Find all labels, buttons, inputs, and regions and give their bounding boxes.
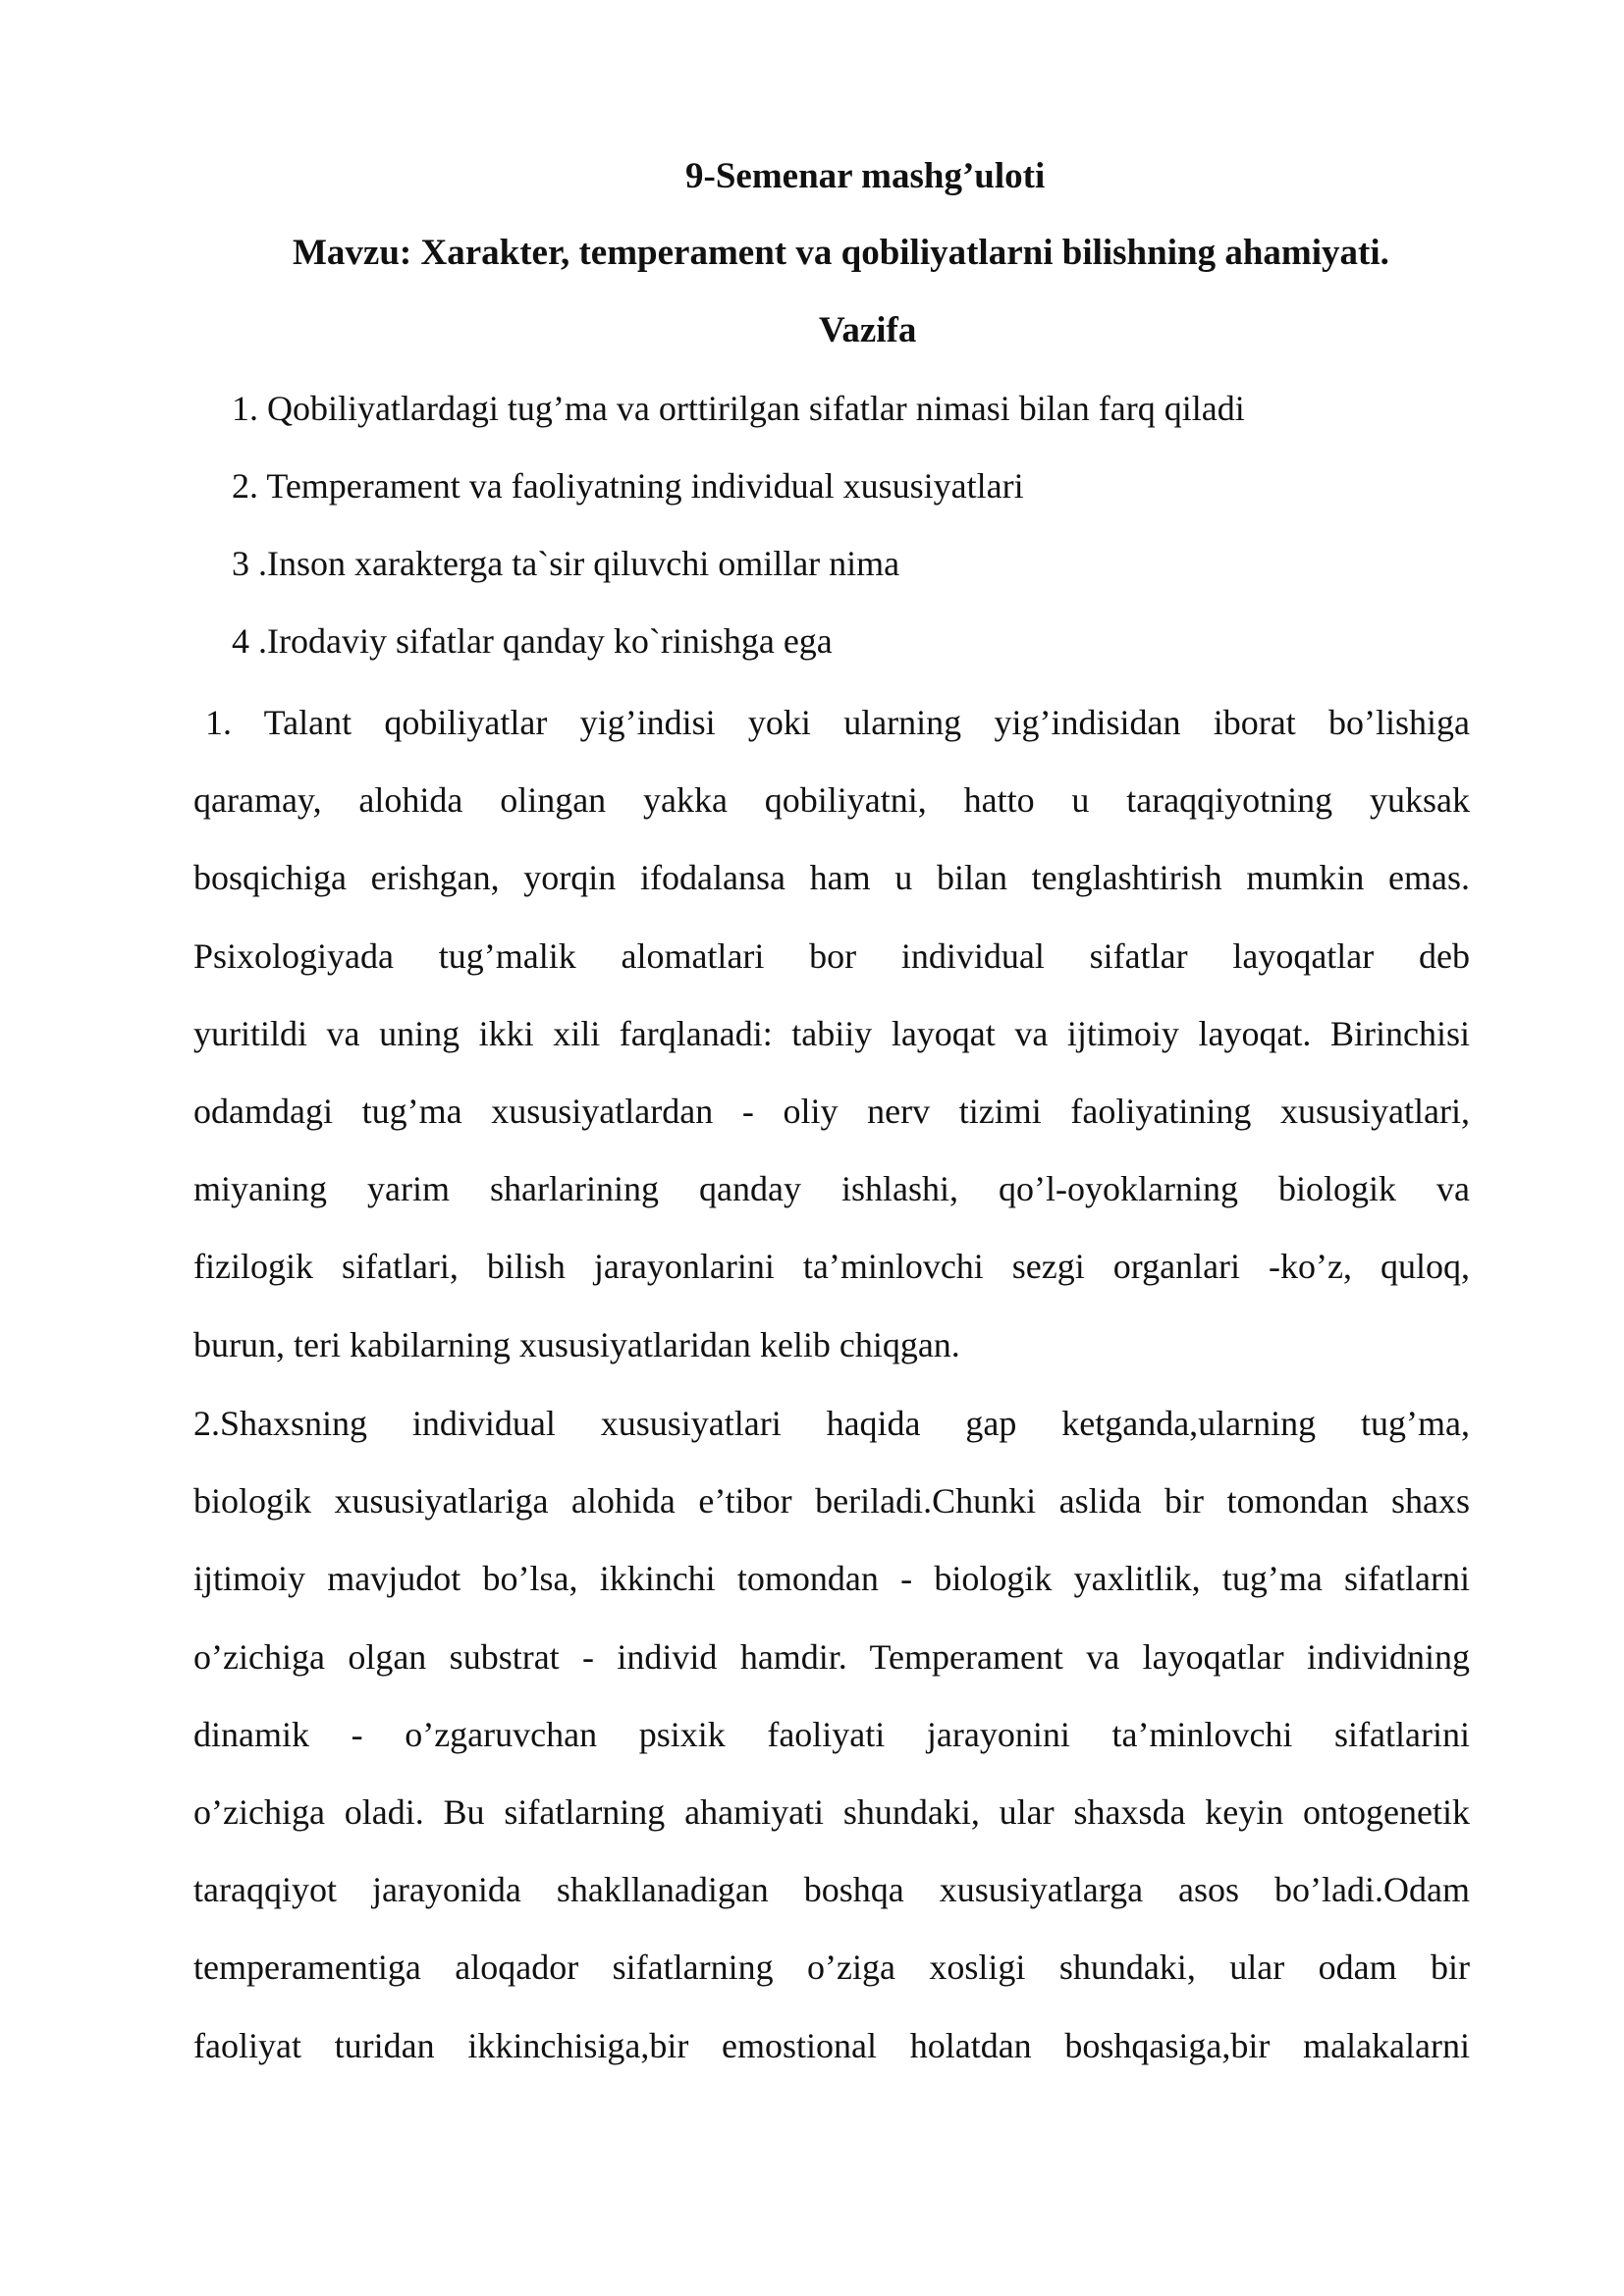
answer-1-line: burun, teri kabilarning xususiyatlaridan kelib chiqgan. — [193, 1324, 960, 1364]
answer-1-line: odamdagi tug’ma xususiyatlardan - oliy nerv tizimi faoliyatining xususiyatlari, — [193, 1091, 1470, 1131]
answer-2-line: 2.Shaxsning individual xususiyatlari haqida gap ketganda,ularning tug’ma, — [193, 1404, 1470, 1443]
answer-1-line: miyaning yarim sharlarining qanday ishlashi, qo’l-oyoklarning biologik va — [193, 1169, 1470, 1209]
task-item-4: 4 .Irodaviy sifatlar qanday ko`rinishga ega — [232, 621, 833, 661]
answer-2-line: temperamentiga aloqador sifatlarning o’ziga xosligi shundaki, ular odam bir — [193, 1948, 1470, 1988]
answer-2-line: biologik xususiyatlariga alohida e’tibor beriladi.Chunki aslida bir tomondan shaxs — [193, 1481, 1470, 1522]
answer-2-line: dinamik - o’zgaruvchan psixik faoliyati jarayonini ta’minlovchi sifatlarini — [193, 1714, 1470, 1754]
answer-2-line: ijtimoiy mavjudot bo’lsa, ikkinchi tomondan - biologik yaxlitlik, tug’ma sifatlarni — [193, 1559, 1470, 1599]
answer-1-line: yuritildi va uning ikki xili farqlanadi: tabiiy layoqat va ijtimoiy layoqat. Birinchisi — [193, 1013, 1470, 1053]
task-item-1: 1. Qobiliyatlardagi tug’ma va orttirilgan sifatlar nimasi bilan farq qiladi — [232, 389, 1245, 428]
task-heading: Vazifa — [819, 310, 917, 350]
answer-1-line: 1. Talant qobiliyatlar yig’indisi yoki ularning yig’indisidan iborat bo’lishiga — [205, 703, 1470, 742]
answer-2-paragraph — [193, 1385, 1470, 2085]
task-item-3: 3 .Inson xarakterga ta`sir qiluvchi omillar nima — [232, 544, 900, 583]
answer-1-line: bosqichiga erishgan, yorqin ifodalansa ham u bilan tenglashtirish mumkin emas. — [193, 858, 1470, 898]
answer-1-line: Psixologiyada tug’malik alomatlari bor individual sifatlar layoqatlar deb — [193, 935, 1470, 976]
seminar-title: 9-Semenar mashg’uloti — [685, 156, 1046, 196]
task-item-2: 2. Temperament va faoliyatning individual xususiyatlari — [232, 466, 1024, 506]
answer-2-line: faoliyat turidan ikkinchisiga,bir emostional holatdan boshqasiga,bir malakalarni — [193, 2025, 1470, 2065]
topic-title: Mavzu: Xarakter, temperament va qobiliyatlarni bilishning ahamiyati. — [293, 233, 1389, 273]
answer-1-paragraph — [193, 684, 1470, 1384]
answer-2-line: o’zichiga oladi. Bu sifatlarning ahamiyati shundaki, ular shaxsda keyin ontogenetik — [193, 1791, 1470, 1832]
answer-2-line: o’zichiga olgan substrat - individ hamdir. Temperament va layoqatlar individning — [193, 1636, 1470, 1677]
answer-1-line: fizilogik sifatlari, bilish jarayonlarini ta’minlovchi sezgi organlari -ko’z, quloq, — [193, 1247, 1470, 1287]
answer-1-line: qaramay, alohida olingan yakka qobiliyatni, hatto u taraqqiyotning yuksak — [193, 780, 1470, 821]
answer-2-line: taraqqiyot jarayonida shakllanadigan boshqa xususiyatlarga asos bo’ladi.Odam — [193, 1870, 1470, 1910]
